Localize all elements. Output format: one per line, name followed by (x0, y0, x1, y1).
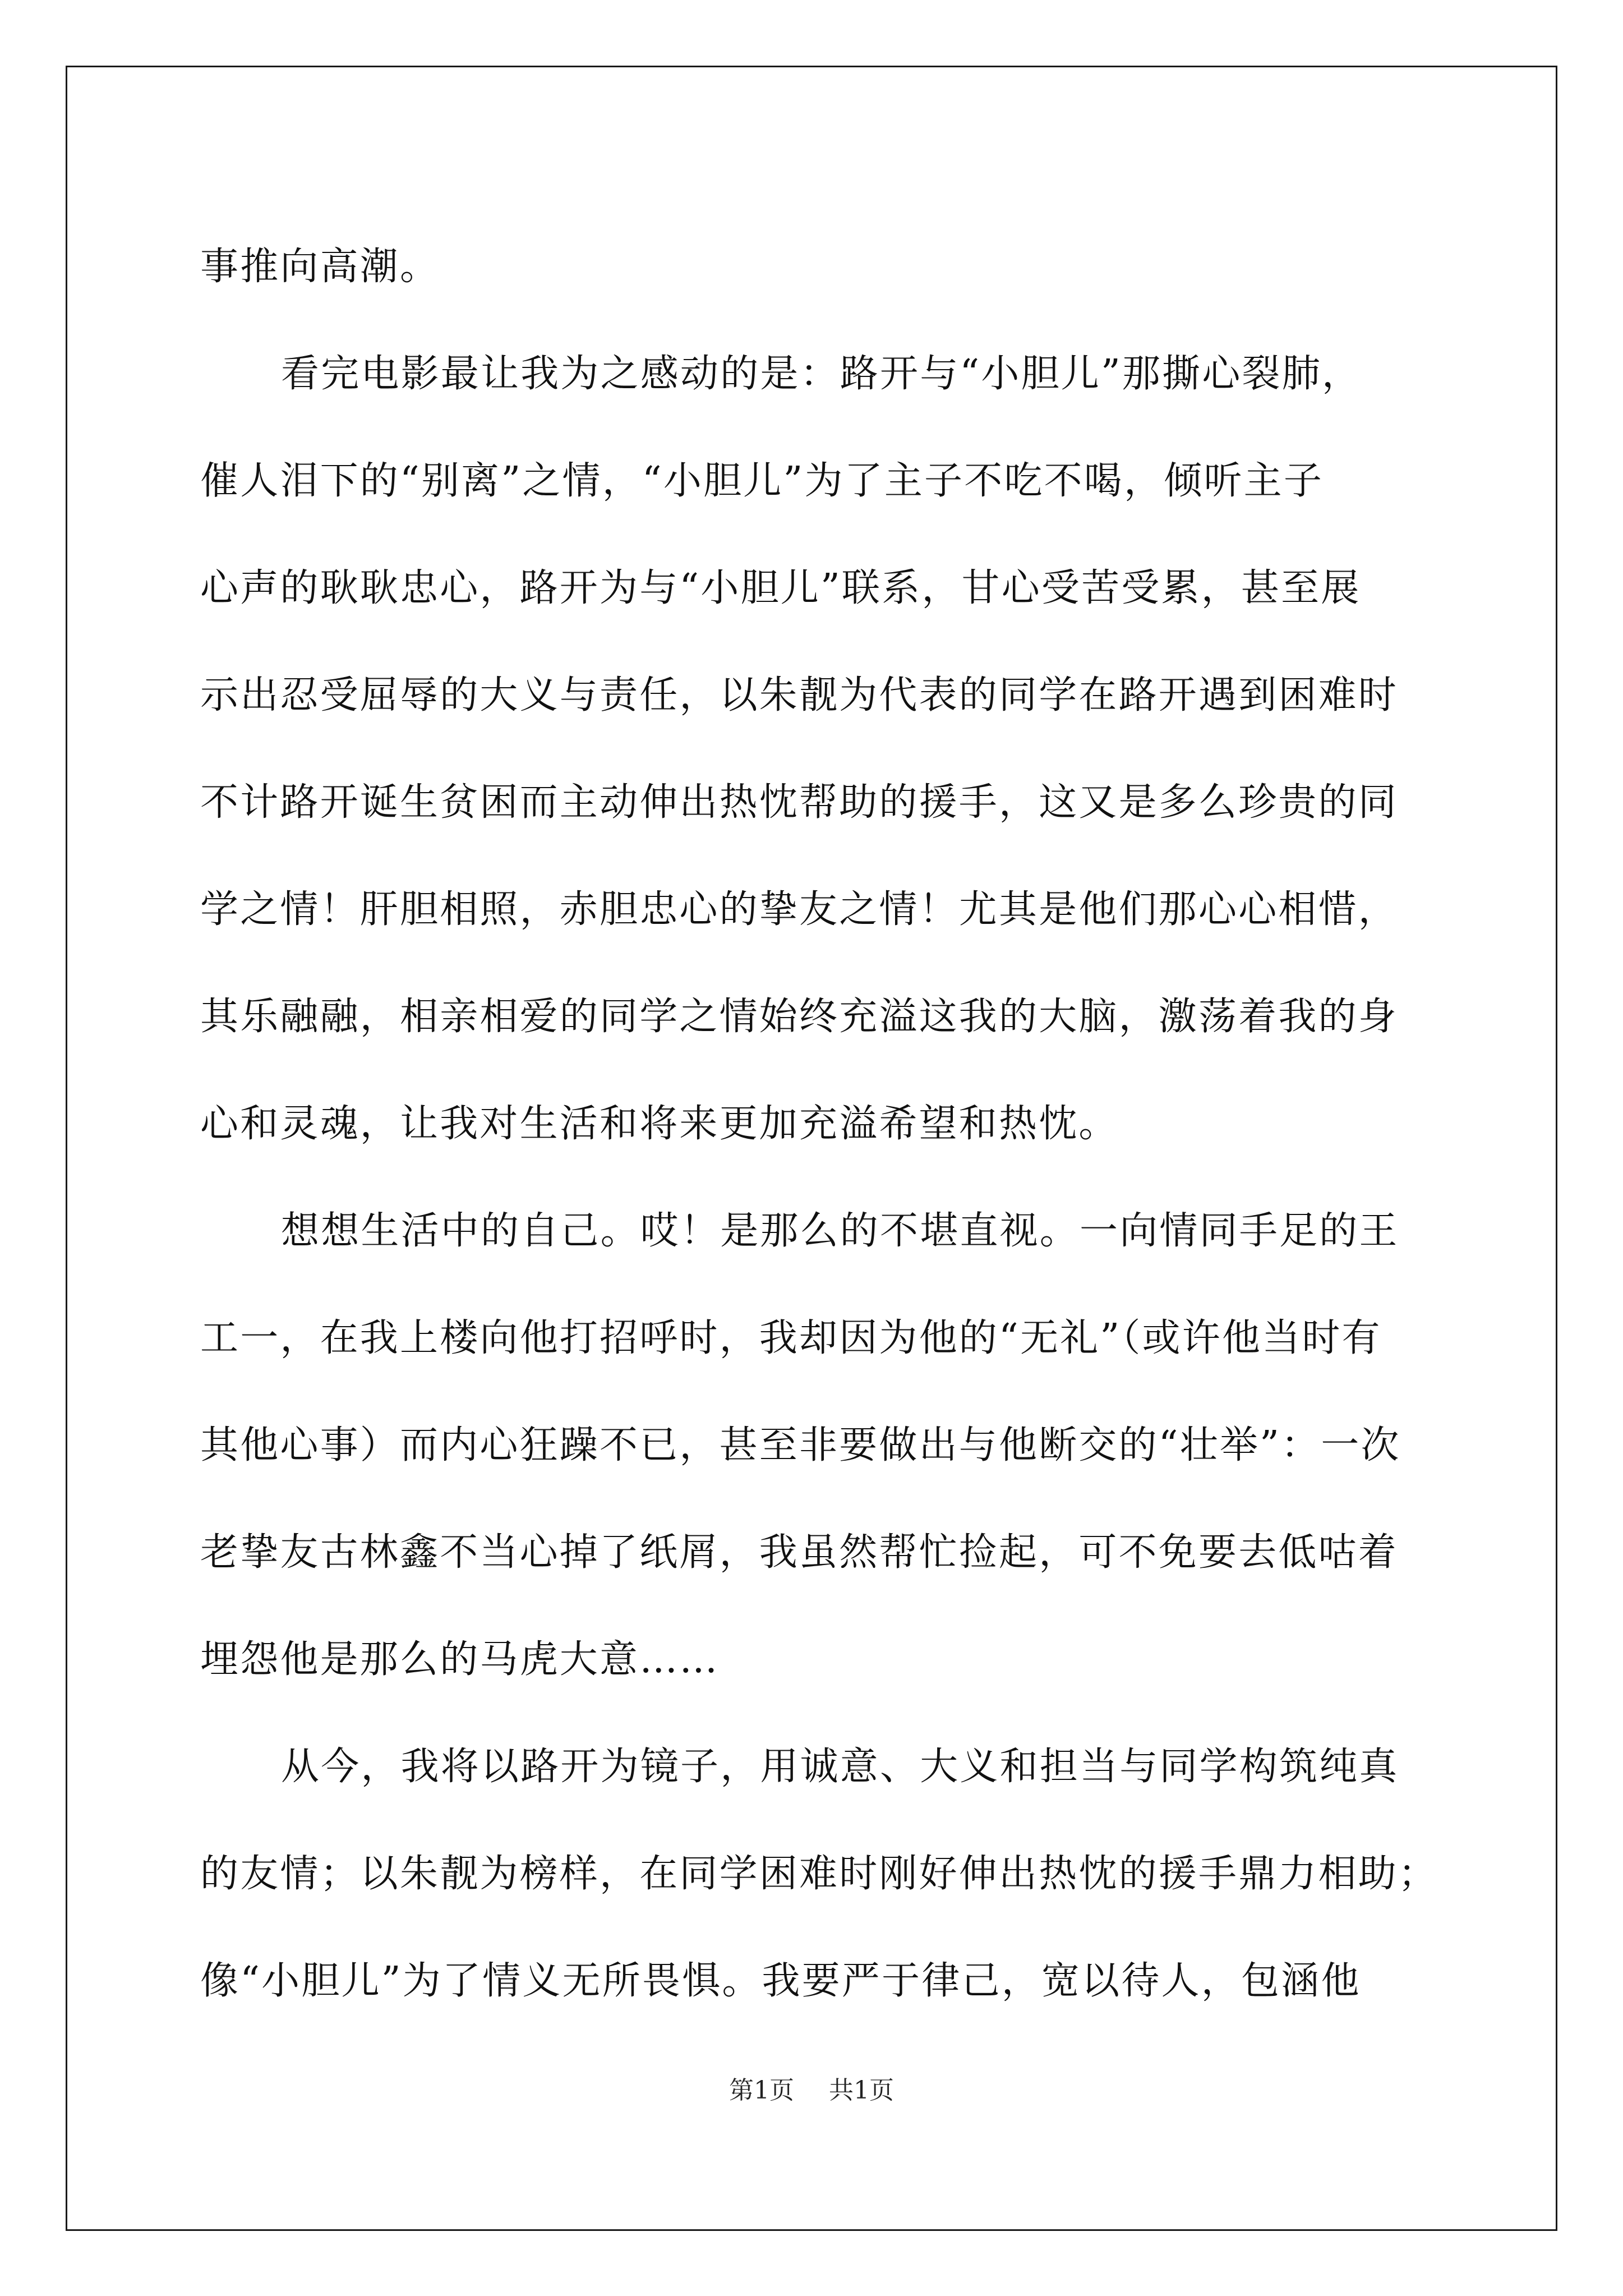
text-line: 的友情；以朱靓为榜样，在同学困难时刚好伸出热忱的援手鼎力相助； (200, 1852, 1438, 1896)
text-line: 看完电影最让我为之感动的是：路开与“小胆儿”那撕心裂肺， (281, 352, 1362, 396)
text-line: 工一，在我上楼向他打招呼时，我却因为他的“无礼”（或许他当时有 (200, 1316, 1382, 1360)
text-line: 想想生活中的自己。哎！是那么的不堪直视。一向情同手足的王 (281, 1209, 1399, 1253)
text-line: 其他心事）而内心狂躁不已，甚至非要做出与他断交的“壮举”：一次 (200, 1423, 1401, 1467)
text-line: 事推向高潮。 (200, 245, 440, 289)
document-body (200, 213, 1438, 2035)
text-line: 心声的耿耿忠心，路开为与“小胆儿”联系，甘心受苦受累，甚至展 (200, 566, 1361, 610)
page-footer (0, 2070, 1623, 2106)
text-line: 学之情！肝胆相照，赤胆忠心的挚友之情！尤其是他们那心心相惜， (200, 887, 1399, 932)
text-line: 埋怨他是那么的马虎大意…… (200, 1637, 720, 1682)
page-number-label: 第1页 (729, 2076, 794, 2105)
text-line: 不计路开诞生贫困而主动伸出热忱帮助的援手，这又是多么珍贵的同 (200, 780, 1399, 825)
text-line: 示出忍受屈辱的大义与责任，以朱靓为代表的同学在路开遇到困难时 (200, 673, 1399, 717)
text-line: 老挚友古林鑫不当心掉了纸屑，我虽然帮忙捡起，可不免要去低咕着 (200, 1530, 1399, 1575)
text-line: 其乐融融，相亲相爱的同学之情始终充溢这我的大脑，激荡着我的身 (200, 995, 1399, 1039)
text-line: 从今，我将以路开为镜子，用诚意、大义和担当与同学构筑纯真 (281, 1745, 1399, 1789)
text-line: 像“小胆儿”为了情义无所畏惧。我要严于律己，宽以待人，包涵他 (200, 1959, 1361, 2003)
text-line: 心和灵魂，让我对生活和将来更加充溢希望和热忱。 (200, 1102, 1119, 1146)
text-line: 催人泪下的“别离”之情，“小胆儿”为了主子不吃不喝，倾听主子 (200, 459, 1324, 503)
page-total-label: 共1页 (829, 2076, 894, 2105)
